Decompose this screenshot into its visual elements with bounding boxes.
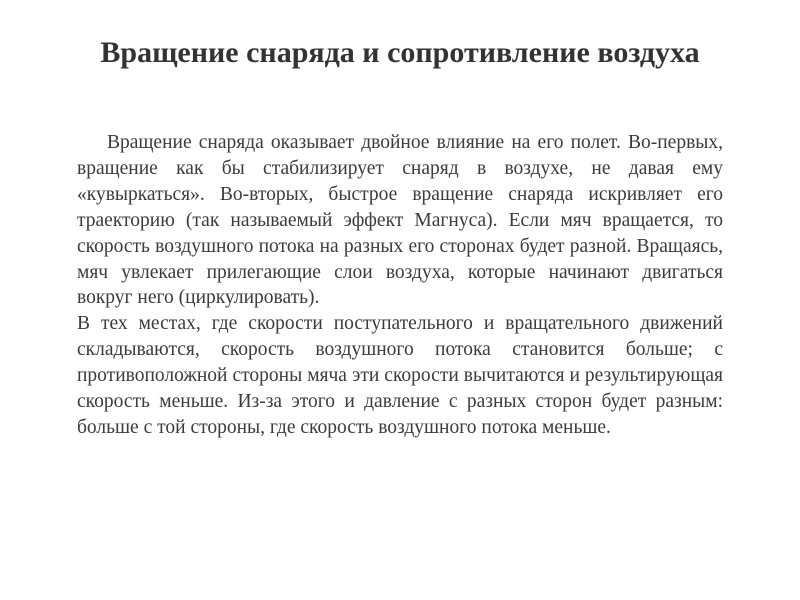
body-paragraph-1: Вращение снаряда оказывает двойное влияние на его полет. Во-первых, вращение как бы стабилизирует снаряд в воздухе, не давая ему «кувыркаться». Во-вторых, быстрое вращение снаряда искривляет его траекторию (так называемый эффект Магнуса). Если мяч вращается, то скорость воздушного потока на разных его сторонах будет разной. Вращаясь, мяч увлекает прилегающие слои воздуха, которые начинают двигаться вокруг него (циркулировать).: [77, 132, 723, 309]
slide-body: [77, 130, 723, 441]
body-paragraph-2: В тех местах, где скорости поступательного и вращательного движений складываются, скорость воздушного потока становится больше; с противоположной стороны мяча эти скорости вычитаются и результирующая скорость меньше. Из-за этого и давление с разных сторон будет разным: больше с той стороны, где скорость воздушного потока меньше.: [77, 313, 723, 438]
slide-title: Вращение снаряда и сопротивление воздуха: [100, 36, 700, 69]
